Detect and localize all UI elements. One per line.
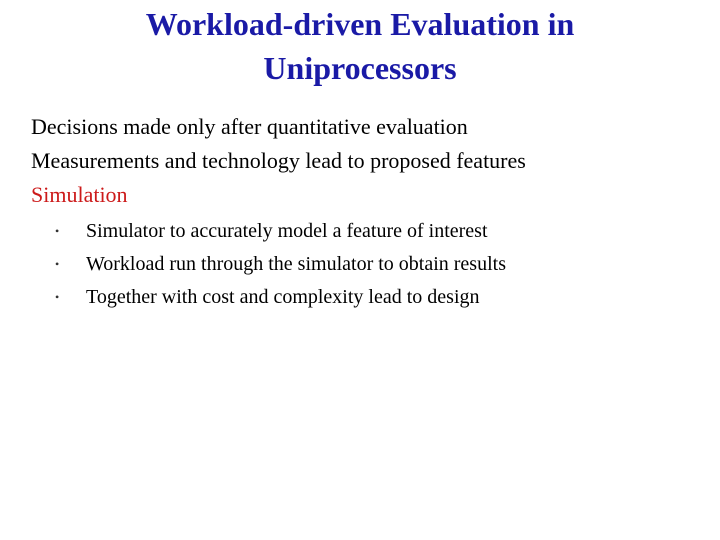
slide-title [0, 2, 720, 90]
subpoint-simulator [55, 217, 695, 250]
bullet-icon: • [55, 224, 60, 238]
simulation-subpoints-list [55, 217, 695, 316]
slide-title-line-2: Uniprocessors [263, 50, 457, 86]
bullet-icon: • [55, 290, 60, 304]
slide-title-line-1: Workload-driven Evaluation in [145, 6, 575, 42]
main-points-list [31, 110, 691, 212]
point-simulation: Simulation [31, 182, 128, 207]
subpoint-cost [55, 283, 695, 316]
subpoint-text: Simulator to accurately model a feature of interest [86, 220, 488, 242]
point-decisions: Decisions made only after quantitative evaluation [31, 114, 468, 139]
subpoint-text: Together with cost and complexity lead to design [86, 286, 480, 308]
subpoint-text: Workload run through the simulator to obtain results [86, 253, 506, 275]
point-measurements: Measurements and technology lead to proposed features [31, 148, 526, 173]
bullet-icon: • [55, 257, 60, 271]
subpoint-workload [55, 250, 695, 283]
